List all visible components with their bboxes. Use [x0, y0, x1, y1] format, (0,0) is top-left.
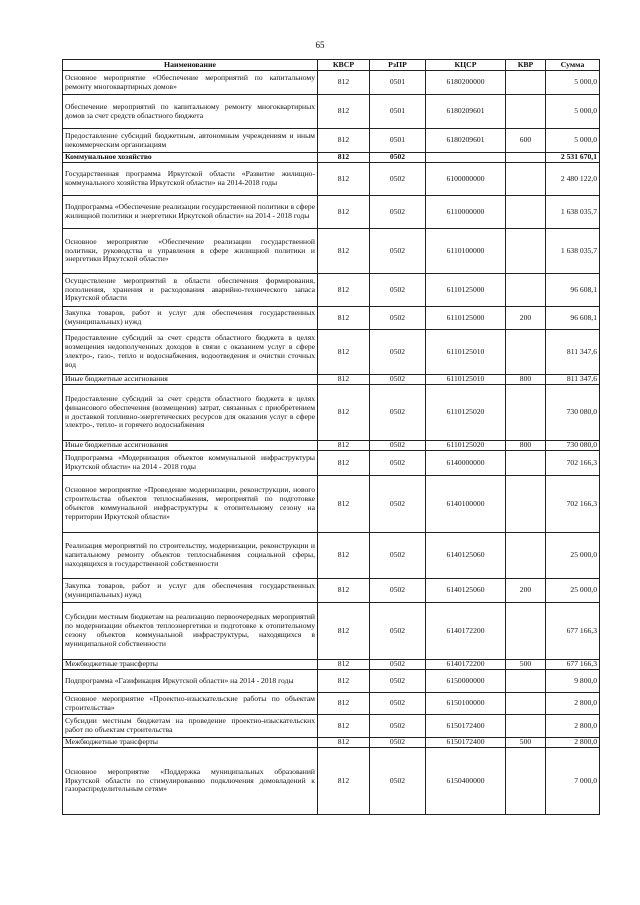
row-rzpr-cell: 0502	[370, 196, 426, 229]
row-sum-cell: 1 638 035,7	[546, 229, 600, 274]
row-name-cell: Субсидии местным бюджетам на проведение проектно-изыскательских работ по объектам строительства	[63, 715, 318, 738]
table-row	[63, 229, 600, 274]
row-sum-cell: 702 166,3	[546, 451, 600, 476]
row-kcsr-cell: 6100000000	[426, 163, 506, 196]
row-kcsr-cell: 6110000000	[426, 196, 506, 229]
table-row	[63, 579, 600, 603]
row-rzpr-cell: 0501	[370, 95, 426, 129]
row-sum-cell: 2 480 122,0	[546, 163, 600, 196]
row-rzpr-cell: 0502	[370, 441, 426, 451]
row-kvr-cell	[506, 95, 546, 129]
row-kcsr-cell: 6180200000	[426, 71, 506, 95]
row-rzpr-cell: 0502	[370, 153, 426, 163]
row-kcsr-cell: 6150400000	[426, 748, 506, 815]
row-kvsr-cell: 812	[318, 670, 370, 693]
row-rzpr-cell: 0502	[370, 163, 426, 196]
row-kvsr-cell: 812	[318, 307, 370, 330]
row-rzpr-cell: 0502	[370, 451, 426, 476]
row-kcsr-cell: 6140172200	[426, 660, 506, 670]
row-kcsr-cell: 6110125020	[426, 441, 506, 451]
row-rzpr-cell: 0502	[370, 274, 426, 307]
row-rzpr-cell: 0502	[370, 375, 426, 385]
row-kvr-cell: 500	[506, 660, 546, 670]
row-kcsr-cell: 6110125020	[426, 385, 506, 441]
row-sum-cell: 677 166,3	[546, 660, 600, 670]
row-kvr-cell: 800	[506, 375, 546, 385]
row-rzpr-cell: 0502	[370, 670, 426, 693]
row-name-cell: Основное мероприятие «Обеспечение реализации государственной политики, руководства и управления в сфере жилищной политики и энергетики Иркутской области»	[63, 229, 318, 274]
row-kcsr-cell: 6140125060	[426, 579, 506, 603]
table-header-row	[63, 60, 600, 71]
row-sum-cell: 1 638 035,7	[546, 196, 600, 229]
row-kvr-cell	[506, 163, 546, 196]
row-kvr-cell: 600	[506, 129, 546, 153]
row-rzpr-cell: 0502	[370, 748, 426, 815]
row-kvsr-cell: 812	[318, 95, 370, 129]
row-rzpr-cell: 0502	[370, 603, 426, 660]
row-name-cell: Основное мероприятие «Проектно-изыскательские работы по объектам строительства»	[63, 693, 318, 715]
row-sum-cell: 677 166,3	[546, 603, 600, 660]
row-kvr-cell	[506, 670, 546, 693]
row-name-cell: Предоставление субсидий за счет средств областного бюджета в целях финансового обеспечения (возмещения) затрат, связанных с приобретением и доставкой топливно-энергетических ресурсов для оказания услуг в сфере электро-, тепло- и горячего водоснабжения	[63, 385, 318, 441]
table-row	[63, 715, 600, 738]
row-kvr-cell: 200	[506, 307, 546, 330]
row-sum-cell: 811 347,6	[546, 375, 600, 385]
row-name-cell: Субсидии местным бюджетам на реализацию первоочередных мероприятий по модернизации объектов теплоэнергетики и подготовке к отопительному сезону объектов коммунальной инфраструктуры, находящихся в муниципальной собственности	[63, 603, 318, 660]
row-kcsr-cell: 6150100000	[426, 693, 506, 715]
table-row	[63, 748, 600, 815]
row-kcsr-cell: 6140125060	[426, 533, 506, 579]
row-kvr-cell	[506, 71, 546, 95]
row-name-cell: Иные бюджетные ассигнования	[63, 441, 318, 451]
row-sum-cell: 702 166,3	[546, 476, 600, 533]
row-kvsr-cell: 812	[318, 533, 370, 579]
row-sum-cell: 25 000,0	[546, 533, 600, 579]
row-rzpr-cell: 0501	[370, 129, 426, 153]
row-rzpr-cell: 0502	[370, 579, 426, 603]
row-name-cell: Подпрограмма «Газификация Иркутской области» на 2014 - 2018 годы	[63, 670, 318, 693]
row-kvsr-cell: 812	[318, 603, 370, 660]
table-row	[63, 670, 600, 693]
row-rzpr-cell: 0502	[370, 330, 426, 375]
row-kcsr-cell: 6150172400	[426, 715, 506, 738]
row-sum-cell: 2 800,0	[546, 715, 600, 738]
row-sum-cell: 25 000,0	[546, 579, 600, 603]
table-row	[63, 603, 600, 660]
row-kvr-cell	[506, 330, 546, 375]
row-kcsr-cell: 6180209601	[426, 95, 506, 129]
row-kvr-cell: 500	[506, 738, 546, 748]
row-kvsr-cell: 812	[318, 441, 370, 451]
table-row	[63, 660, 600, 670]
row-kvr-cell: 200	[506, 579, 546, 603]
table-row	[63, 196, 600, 229]
row-kcsr-cell: 6110125010	[426, 330, 506, 375]
row-sum-cell: 7 000,0	[546, 748, 600, 815]
row-sum-cell: 730 080,0	[546, 441, 600, 451]
row-sum-cell: 96 608,1	[546, 307, 600, 330]
row-kvsr-cell: 812	[318, 579, 370, 603]
row-sum-cell: 2 531 670,1	[546, 153, 600, 163]
table-row	[63, 307, 600, 330]
row-kvr-cell	[506, 451, 546, 476]
row-name-cell: Коммунальное хозяйство	[63, 153, 318, 163]
table-row	[63, 375, 600, 385]
row-name-cell: Государственная программа Иркутской области «Развитие жилищно-коммунального хозяйства Иркутской области» на 2014-2018 годы	[63, 163, 318, 196]
row-name-cell: Межбюджетные трансферты	[63, 660, 318, 670]
row-kvr-cell	[506, 715, 546, 738]
row-sum-cell: 5 000,0	[546, 95, 600, 129]
row-name-cell: Основное мероприятие «Поддержка муниципальных образований Иркутской области по стимулированию подключения домовладений к газораспределительным сетям»	[63, 748, 318, 815]
row-rzpr-cell: 0502	[370, 660, 426, 670]
row-kvr-cell	[506, 603, 546, 660]
row-kcsr-cell: 6180209601	[426, 129, 506, 153]
row-name-cell: Закупка товаров, работ и услуг для обеспечения государственных (муниципальных) нужд	[63, 579, 318, 603]
row-kvsr-cell: 812	[318, 330, 370, 375]
row-kvr-cell	[506, 153, 546, 163]
row-sum-cell: 96 608,1	[546, 274, 600, 307]
table-row	[63, 153, 600, 163]
row-name-cell: Обеспечение мероприятий по капитальному ремонту многоквартирных домов за счет средств областного бюджета	[63, 95, 318, 129]
table-row	[63, 451, 600, 476]
table-row	[63, 129, 600, 153]
row-kvsr-cell: 812	[318, 375, 370, 385]
row-kvsr-cell: 812	[318, 153, 370, 163]
row-name-cell: Межбюджетные трансферты	[63, 738, 318, 748]
row-name-cell: Иные бюджетные ассигнования	[63, 375, 318, 385]
page-number: 65	[315, 40, 325, 50]
row-sum-cell: 730 080,0	[546, 385, 600, 441]
row-kcsr-cell: 6140000000	[426, 451, 506, 476]
row-kcsr-cell: 6110125000	[426, 307, 506, 330]
row-rzpr-cell: 0502	[370, 476, 426, 533]
row-kcsr-cell: 6110100000	[426, 229, 506, 274]
row-rzpr-cell: 0502	[370, 693, 426, 715]
row-kvr-cell	[506, 533, 546, 579]
budget-table	[62, 59, 600, 815]
row-name-cell: Осуществление мероприятий в области обеспечения формирования, пополнения, хранения и расходования аварийно-технического запаса Иркутской области	[63, 274, 318, 307]
row-name-cell: Основное мероприятие «Обеспечение мероприятий по капитальному ремонту многоквартирных домов»	[63, 71, 318, 95]
row-name-cell: Предоставление субсидий бюджетным, автономным учреждениям и иным некоммерческим организациям	[63, 129, 318, 153]
header-kcsr: КЦСР	[426, 60, 506, 71]
row-sum-cell: 2 800,0	[546, 693, 600, 715]
row-sum-cell: 5 000,0	[546, 71, 600, 95]
row-kvsr-cell: 812	[318, 71, 370, 95]
row-kcsr-cell: 6140172200	[426, 603, 506, 660]
row-kcsr-cell: 6150000000	[426, 670, 506, 693]
table-row	[63, 533, 600, 579]
header-kvsr: КВСР	[318, 60, 370, 71]
row-kvsr-cell: 812	[318, 693, 370, 715]
row-kvsr-cell: 812	[318, 274, 370, 307]
table-row	[63, 95, 600, 129]
row-kvr-cell	[506, 476, 546, 533]
row-name-cell: Подпрограмма «Обеспечение реализации государственной политики в сфере жилищной политики и энергетики Иркутской области» на 2014 - 2018 годы	[63, 196, 318, 229]
row-kvsr-cell: 812	[318, 738, 370, 748]
row-kcsr-cell: 6150172400	[426, 738, 506, 748]
table-row	[63, 163, 600, 196]
row-kvsr-cell: 812	[318, 715, 370, 738]
row-kvsr-cell: 812	[318, 748, 370, 815]
row-kvsr-cell: 812	[318, 163, 370, 196]
table-row	[63, 693, 600, 715]
row-sum-cell: 2 800,0	[546, 738, 600, 748]
row-kvsr-cell: 812	[318, 129, 370, 153]
row-rzpr-cell: 0502	[370, 229, 426, 274]
row-kvsr-cell: 812	[318, 476, 370, 533]
header-rzpr: РзПР	[370, 60, 426, 71]
row-kvsr-cell: 812	[318, 660, 370, 670]
table-row	[63, 385, 600, 441]
row-rzpr-cell: 0502	[370, 738, 426, 748]
row-rzpr-cell: 0502	[370, 385, 426, 441]
row-kvsr-cell: 812	[318, 196, 370, 229]
row-kcsr-cell: 6110125000	[426, 274, 506, 307]
row-kcsr-cell: 6140100000	[426, 476, 506, 533]
row-kvr-cell	[506, 385, 546, 441]
row-kvr-cell	[506, 229, 546, 274]
row-kvsr-cell: 812	[318, 451, 370, 476]
header-name: Наименование	[63, 60, 318, 71]
row-rzpr-cell: 0502	[370, 307, 426, 330]
row-kvr-cell: 800	[506, 441, 546, 451]
header-sum: Сумма	[546, 60, 600, 71]
row-name-cell: Предоставление субсидий за счет средств областного бюджета в целях возмещения недополученных доходов в связи с оказанием услуг в сфере электро-, газо-, тепло и водоснабжения, водоотведения и очистки сточных вод	[63, 330, 318, 375]
table-row	[63, 71, 600, 95]
row-kcsr-cell: 6110125010	[426, 375, 506, 385]
row-sum-cell: 5 000,0	[546, 129, 600, 153]
row-rzpr-cell: 0502	[370, 533, 426, 579]
table-row	[63, 738, 600, 748]
row-kvr-cell	[506, 274, 546, 307]
row-kvr-cell	[506, 693, 546, 715]
row-rzpr-cell: 0501	[370, 71, 426, 95]
row-kvsr-cell: 812	[318, 385, 370, 441]
table-body	[63, 71, 600, 815]
row-name-cell: Основное мероприятие «Проведение модернизации, реконструкции, нового строительства объектов теплоснабжения, мероприятий по подготовке объектов коммунальной инфраструктуры к отопительному сезону на территории Иркутской области»	[63, 476, 318, 533]
row-name-cell: Подпрограмма «Модернизация объектов коммунальной инфраструктуры Иркутской области» на 2014 - 2018 годы	[63, 451, 318, 476]
row-rzpr-cell: 0502	[370, 715, 426, 738]
row-kvr-cell	[506, 196, 546, 229]
row-kvsr-cell: 812	[318, 229, 370, 274]
table-row	[63, 274, 600, 307]
row-kcsr-cell	[426, 153, 506, 163]
row-sum-cell: 9 800,0	[546, 670, 600, 693]
table-row	[63, 441, 600, 451]
row-sum-cell: 811 347,6	[546, 330, 600, 375]
row-name-cell: Закупка товаров, работ и услуг для обеспечения государственных (муниципальных) нужд	[63, 307, 318, 330]
header-kvr: КВР	[506, 60, 546, 71]
table-row	[63, 476, 600, 533]
row-kvr-cell	[506, 748, 546, 815]
row-name-cell: Реализация мероприятий по строительству, модернизации, реконструкции и капитальному ремонту объектов теплоснабжения социальной сферы, находящихся в государственной собственности	[63, 533, 318, 579]
table-row	[63, 330, 600, 375]
